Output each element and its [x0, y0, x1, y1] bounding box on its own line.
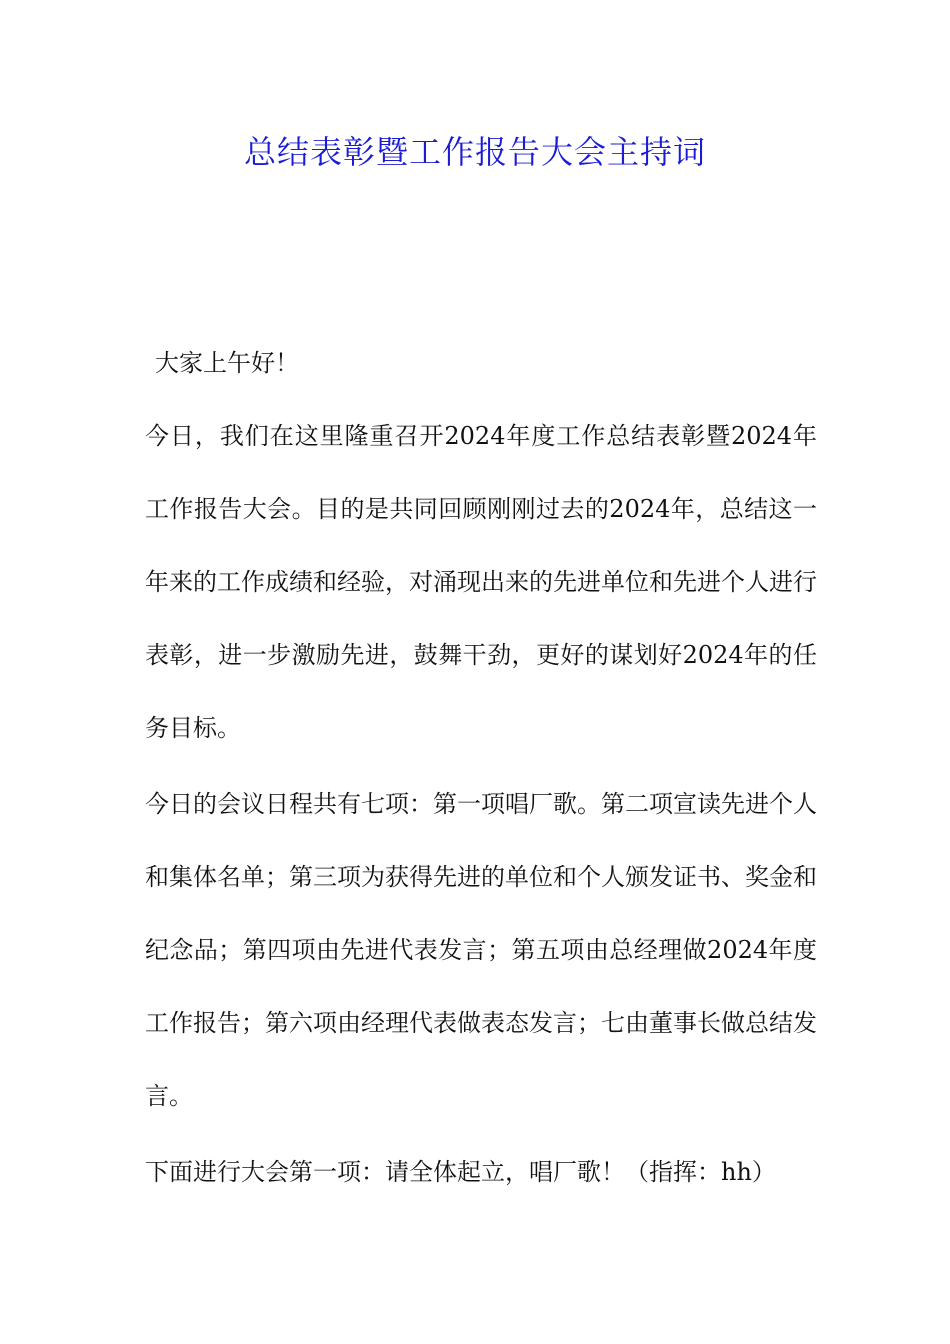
document-title: 总结表彰暨工作报告大会主持词 [243, 133, 706, 171]
paragraph-agenda: 今日的会议日程共有七项：第一项唱厂歌。第二项宣读先进个人和集体名单；第三项为获得先进的单位和个人颁发证书、奖金和纪念品；第四项由先进代表发言；第五项由总经理做2024年度工作报告；第六项由经理代表做表态发言；七由董事长做总结发言。 [145, 790, 817, 1110]
paragraph-opening: 今日，我们在这里隆重召开2024年度工作总结表彰暨2024年工作报告大会。目的是共同回顾刚刚过去的2024年，总结这一年来的工作成绩和经验，对涌现出来的先进单位和先进个人进行表彰，进一步激励先进，鼓舞干劲，更好的谋划好2024年的任务目标。 [145, 422, 817, 742]
greeting-text: 大家上午好！ [155, 349, 299, 377]
paragraph-first-item: 下面进行大会第一项：请全体起立，唱厂歌！（指挥：hh） [145, 1158, 776, 1186]
